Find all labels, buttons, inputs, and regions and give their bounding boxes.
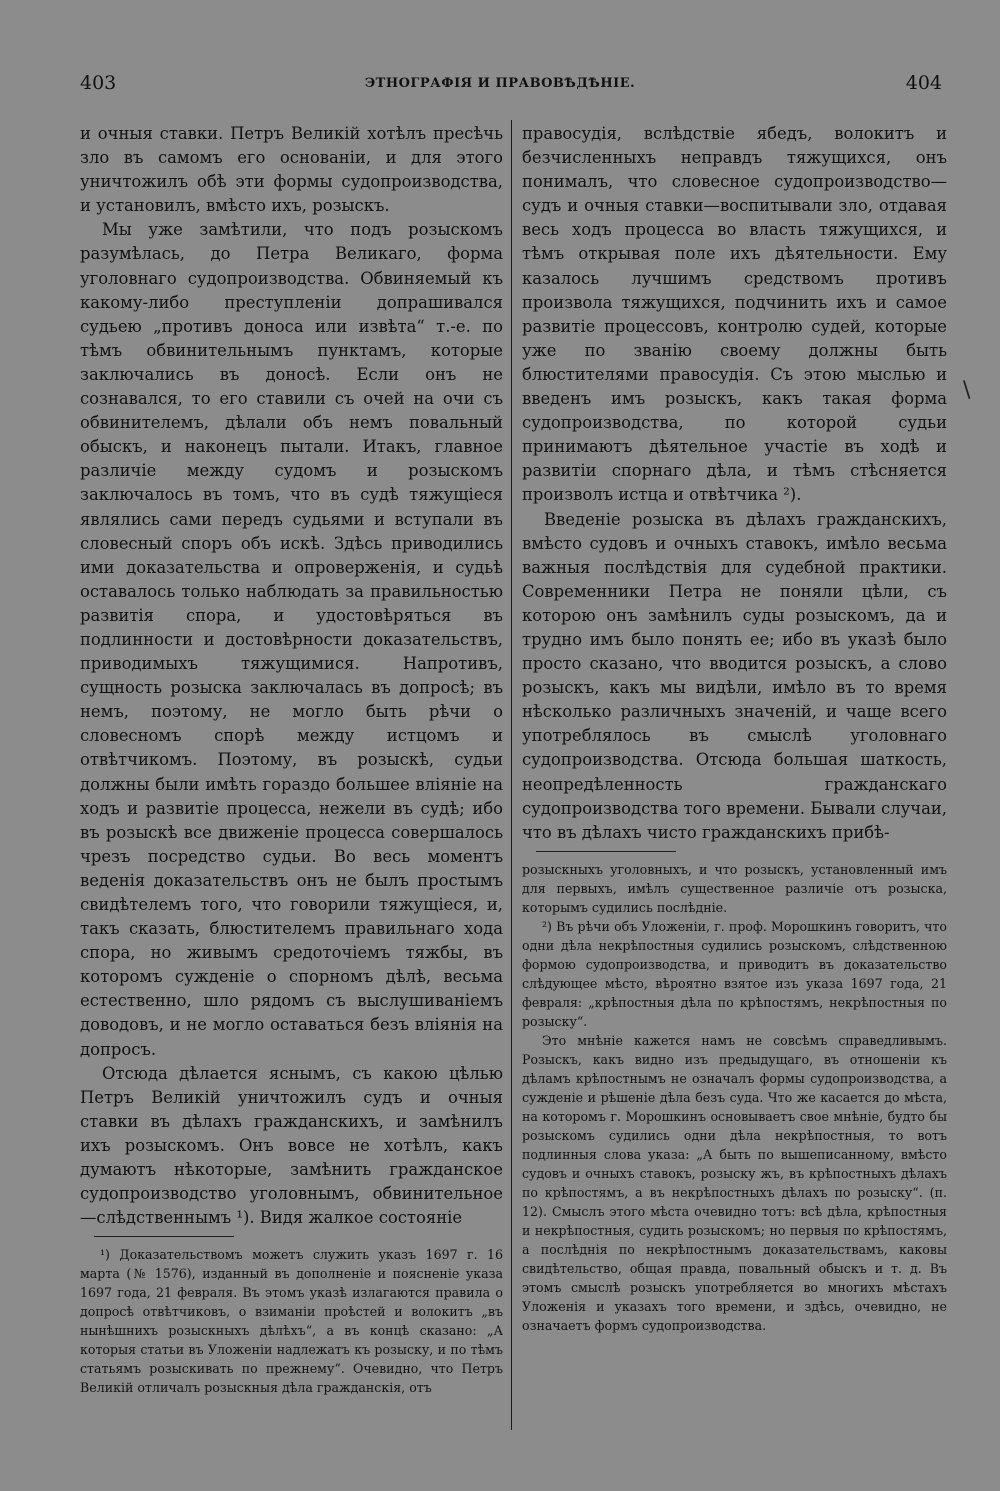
column-divider [511,120,512,1430]
body-paragraph: и очныя ставки. Петръ Великій хотѣлъ пресѣчь зло въ самомъ его основаніи, и для этого уничтожилъ обѣ эти формы судопроизводства, и установилъ, вмѣсто ихъ, розыскъ. [80,124,503,216]
footnote-separator [94,1236,234,1237]
footnote-continuation: розыскныхъ уголовныхъ, и что розыскъ, установленный имъ для первыхъ, имѣлъ существенное различіе отъ розыска, которымъ судились послѣдніе. [522,861,947,915]
body-paragraph: Мы уже замѣтили, что подъ розыскомъ разумѣлась, до Петра Великаго, форма уголовнаго судопроизводства. Обвиняемый къ какому-либо преступленіи допрашивался судьею „противъ доноса или извѣта“ т.-е. по тѣмъ обвинительнымъ пунктамъ, которые заключались въ доносѣ. Если онъ не сознавался, то его ставили съ очей на очи съ обвинителемъ, дѣлали объ немъ повальный обыскъ, и наконецъ пытали. Итакъ, главное различіе между судомъ и розыскомъ заключалось въ томъ, что въ судѣ тяжущіеся являлись сами передъ судьями и вступали въ словесный споръ объ искѣ. Здѣсь приводились ими доказательства и опроверженія, и судьѣ оставалось только наблюдать за правильностью развитія спора, и удостовѣряться въ подлинности и достовѣрности доказательствъ, приводимыхъ тяжущимися. Напротивъ, сущность розыска заключалась въ допросѣ; въ немъ, поэтому, не могло быть рѣчи о словесномъ спорѣ между истцомъ и отвѣтчикомъ. Поэтому, въ розыскѣ, судьи должны были имѣть гораздо большее вліяніе на ходъ и развитіе процесса, нежели въ судѣ; ибо въ розыскѣ все движеніе процесса совершалось чрезъ посредство судьи. Во весь моментъ веденія доказательствъ онъ не былъ простымъ свидѣтелемъ того, что говорили тяжущіеся, и, такъ сказать, блюстителемъ правильнаго хода спора, но живымъ средоточіемъ тяжбы, въ которомъ сужденіе о спорномъ дѣлѣ, весьма естественно, шло рядомъ съ выслушиваніемъ доводовъ, и не могло оставаться безъ вліянія на допросъ. [80,220,503,1059]
body-paragraph: Введеніе розыска въ дѣлахъ гражданскихъ, вмѣсто судовъ и очныхъ ставокъ, имѣло весьма важныя послѣдствія для судебной практики. Современники Петра не поняли цѣли, съ которою онъ замѣнилъ суды розыскомъ, да и трудно имъ было понять ее; ибо въ указѣ было просто сказано, что вводится розыскъ, а слово розыскъ, какъ мы видѣли, имѣло въ то время нѣсколько различныхъ значеній, и чаще всего употреблялось въ смыслѣ уголовнаго судопроизводства. Отсюда большая шаткость, неопредѣленность гражданскаго судопроизводства того времени. Бывали случаи, что въ дѣлахъ чисто гражданскихъ прибѣ- [522,509,947,842]
footnote: ²) Въ рѣчи объ Уложеніи, г. проф. Морошкинъ говоритъ, что одни дѣла некрѣпостныя судились розыскомъ, слѣдственною формою судопроизводства, и приводитъ въ доказательство слѣдующее мѣсто, вѣроятно взятое изъ указа 1697 года, 21 февраля: „крѣпостныя дѣла по крѣпостямъ, некрѣпостныя по розыску“. [522,918,947,1029]
body-paragraph: Отсюда дѣлается яснымъ, съ какою цѣлью Петръ Великій уничтожилъ судъ и очныя ставки въ дѣлахъ гражданскихъ, и замѣнилъ ихъ розыскомъ. Онъ вовсе не хотѣлъ, какъ думаютъ нѣкоторые, замѣнить гражданское судопроизводство уголовнымъ, обвинительное —слѣдственнымъ ¹). Видя жалкое состояніе [80,1063,503,1228]
page-number-right: 404 [905,72,942,94]
left-column [80,122,503,1452]
page-header [0,0,1000,110]
footnote: Это мнѣніе кажется намъ не совсѣмъ справедливымъ. Розыскъ, какъ видно изъ предыдущаго, въ отношеніи къ дѣламъ крѣпостнымъ не означалъ формы судопроизводства, а сужденіе и рѣшеніе дѣла безъ суда. Что же касается до мѣста, на которомъ г. Морошкинъ основываетъ свое мнѣніе, будто бы розыскомъ судились одни дѣла некрѣпостныя, то вотъ подлинныя слова указа: „А быть по вышеписанному, вмѣсто судовъ и очныхъ ставокъ, розыску жъ, въ крѣпостныхъ дѣлахъ по крѣпостямъ, а въ некрѣпостныхъ дѣлахъ по розыску“. (п. 12). Смыслъ этого мѣста очевидно тотъ: всѣ дѣла, крѣпостныя и некрѣпостныя, судить розыскомъ; но первыя по крѣпостямъ, а послѣднія по некрѣпостнымъ доказательствамъ, каковы свидѣтельство, общая правда, повальный обыскъ и т. д. Въ этомъ смыслѣ розыскъ употребляется во многихъ мѣстахъ Уложенія и указахъ того времени, и здѣсь, очевидно, не означаетъ формъ судопроизводства. [522,1032,947,1333]
margin-mark: \ [963,378,971,403]
page-number-left: 403 [80,72,117,94]
body-paragraph: правосудія, вслѣдствіе ябедъ, волокитъ и безчисленныхъ неправдъ тяжущихся, онъ понималъ, что словесное судопроизводство—судъ и очныя ставки—воспитывали зло, отдавая весь ходъ процесса во власть тяжущихся, и тѣмъ открывая поле ихъ дѣятельности. Ему казалось лучшимъ средствомъ противъ произвола тяжущихся, подчинить ихъ и самое развитіе процессовъ, контролю судей, которые уже по званію своему должны быть блюстителями правосудія. Съ этою мыслью и введенъ имъ розыскъ, какъ такая форма судопроизводства, по которой судьи принимаютъ дѣятельное участіе въ ходѣ и развитіи спорнаго дѣла, и тѣмъ стѣсняется произволъ истца и отвѣтчика ²). [522,124,947,505]
footnote: ¹) Доказательствомъ можетъ служить указъ 1697 г. 16 марта (№ 1576), изданный въ дополненіе и поясненіе указа 1697 года, 21 февраля. Въ этомъ указѣ излагаются правила о допросѣ отвѣтчиковъ, о взиманіи проѣстей и волокитъ „въ нынѣшнихъ розыскныхъ дѣлѣхъ“, а въ концѣ сказано: „А которыя статьи въ Уложеніи надлежатъ къ розыску, и по тѣмъ статьямъ розыскивать по прежнему“. Очевидно, что Петръ Великій отличалъ розыскныя дѣла гражданскія, отъ [80,1247,503,1396]
right-column [522,122,947,1432]
footnote-separator [536,851,676,852]
running-title: ЭТНОГРАФІЯ И ПРАВОВѢДѢНІЕ. [364,76,636,91]
